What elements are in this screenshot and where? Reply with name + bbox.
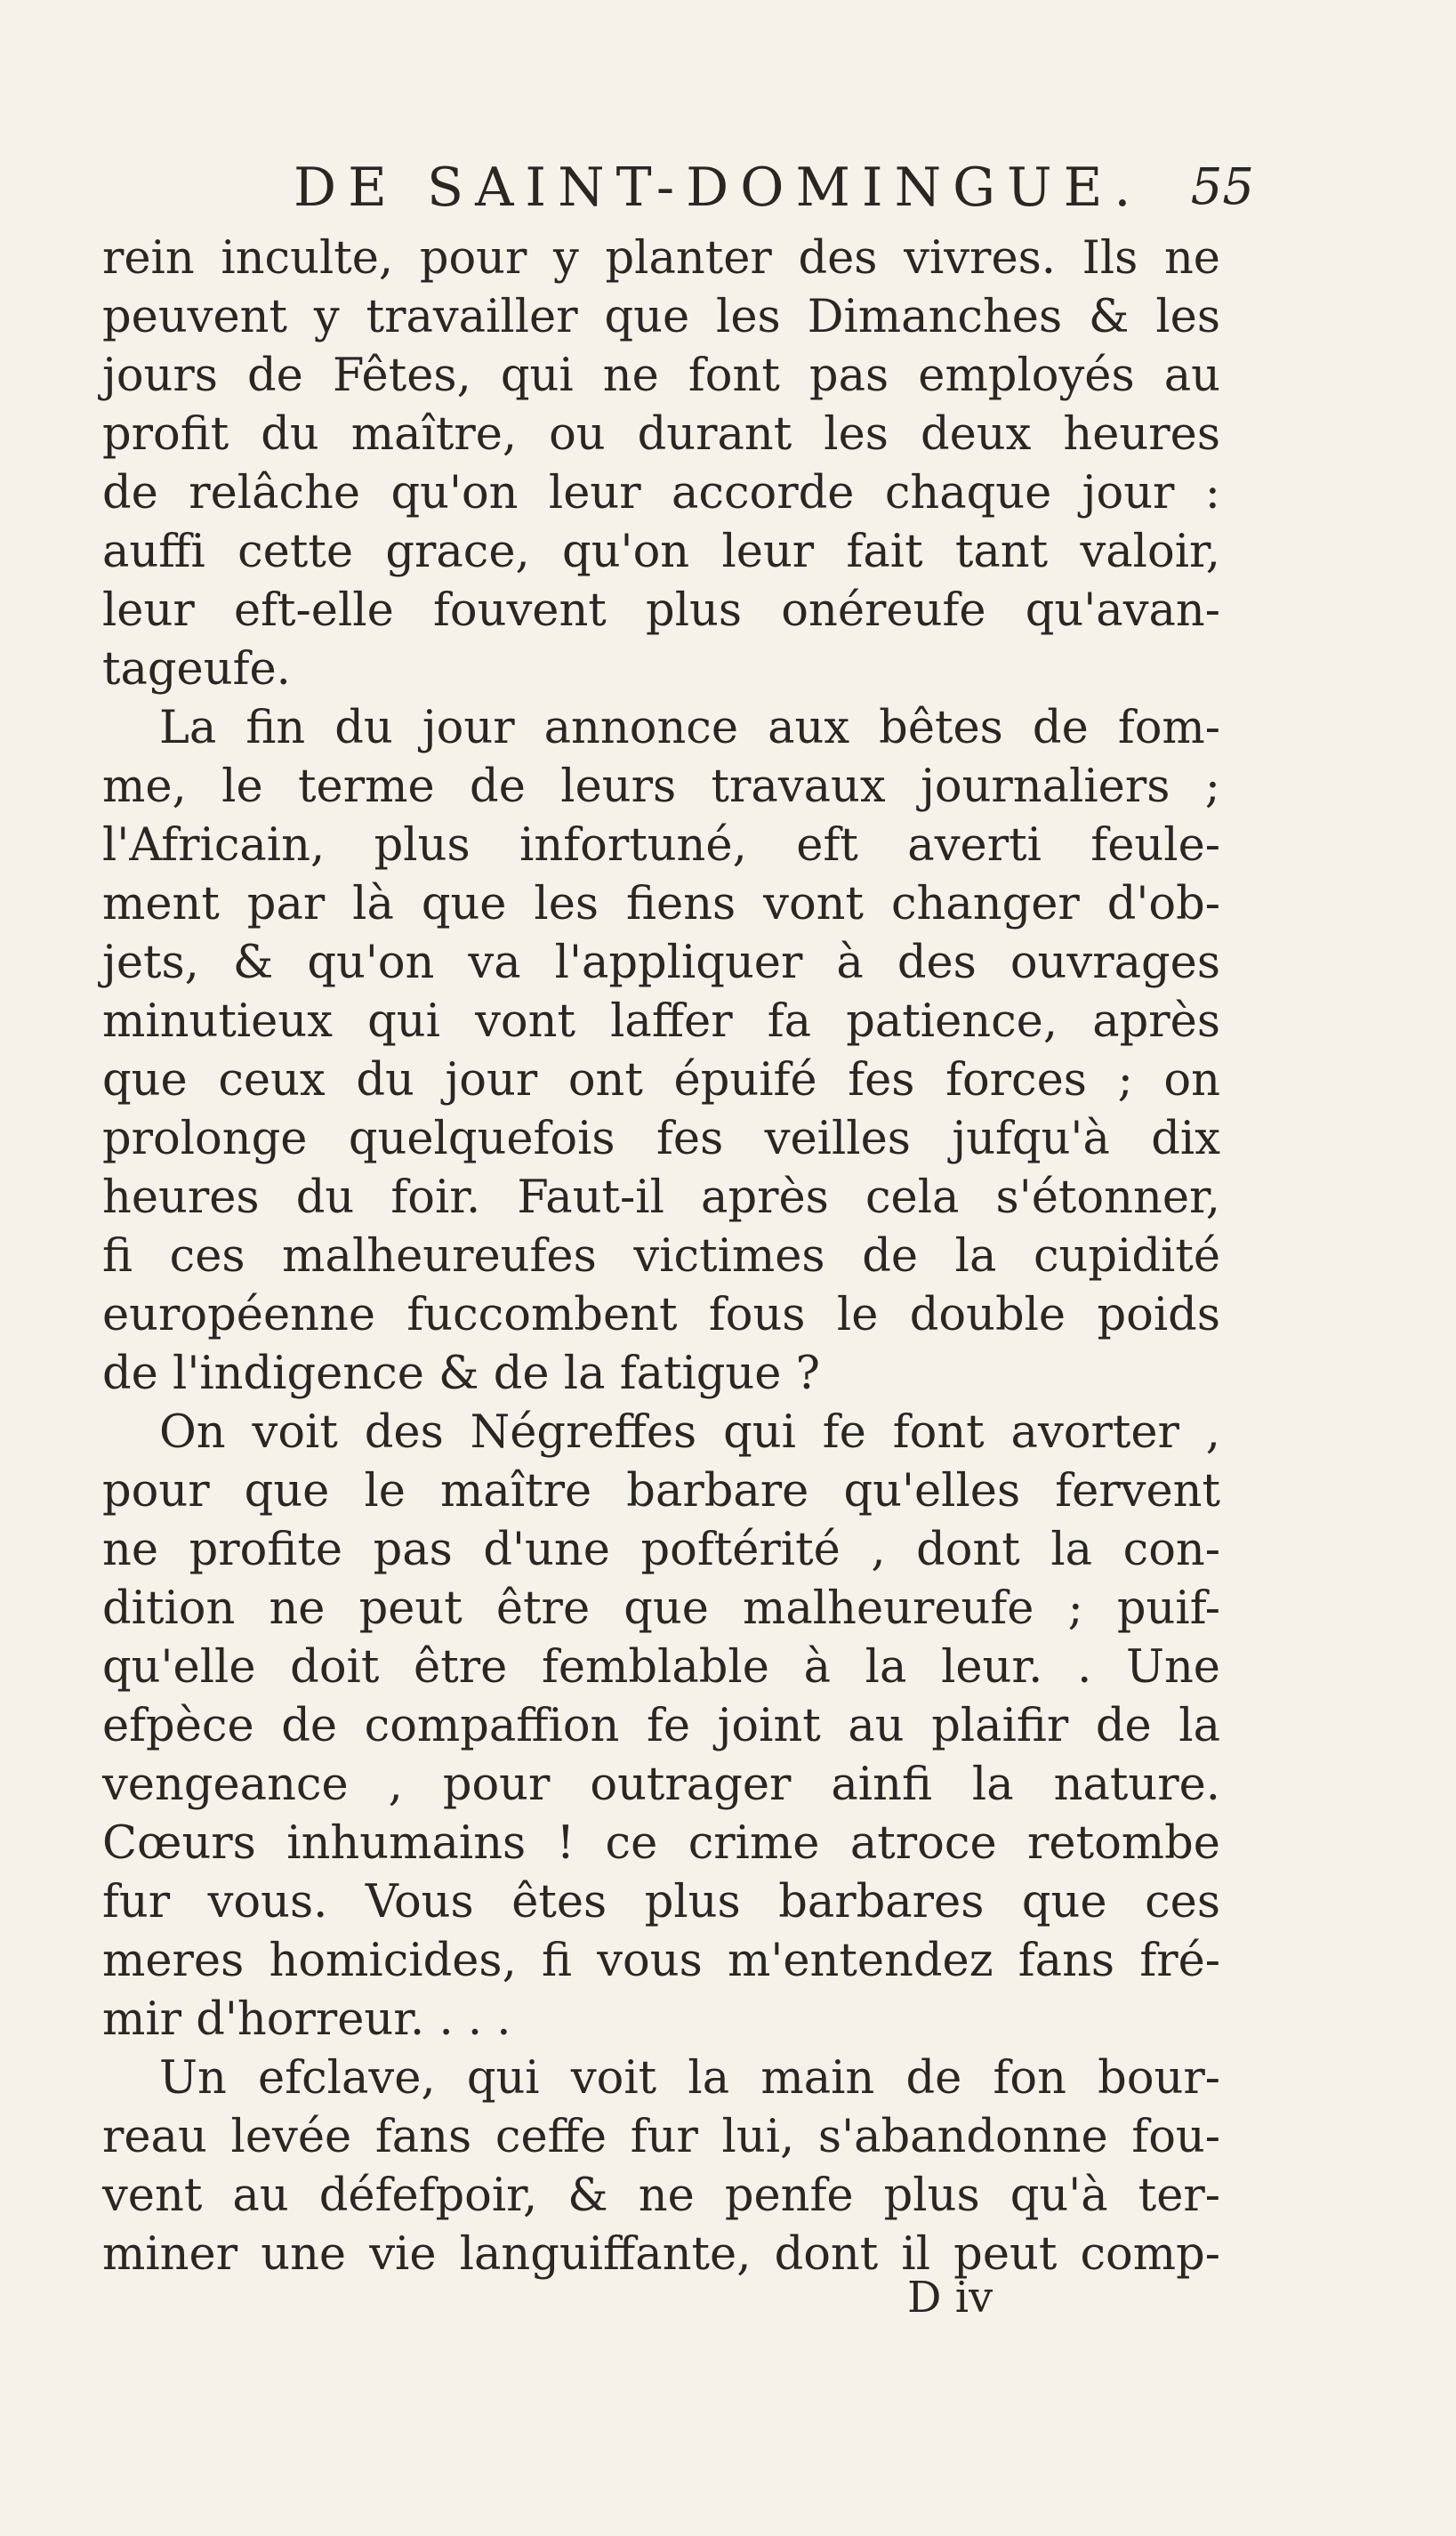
text-line: Un efclave, qui voit la main de fon bour- — [159, 2052, 1220, 2105]
text-line: vent au défefpoir, & ne penfe plus qu'à ter- — [102, 2170, 1220, 2222]
body-text — [102, 229, 1220, 2284]
text-line: tageufe. — [102, 643, 291, 696]
text-line: profit du maître, ou durant les deux heures — [102, 408, 1220, 461]
text-line: fur vous. Vous êtes plus barbares que ces — [102, 1876, 1220, 1928]
running-head — [294, 157, 1254, 228]
text-line: heures du foir. Faut-il après cela s'étonner, — [102, 1171, 1220, 1224]
text-line: qu'elle doit être femblable à la leur. . Une — [102, 1641, 1220, 1694]
text-line: minutieux qui vont laffer fa patience, après — [102, 995, 1220, 1048]
text-line: efpèce de compaffion fe joint au plaifir de la — [102, 1700, 1220, 1752]
text-line: leur eft-elle fouvent plus onéreufe qu'avan- — [102, 584, 1220, 637]
text-line: mir d'horreur. . . . — [102, 1993, 511, 2046]
text-line: miner une vie languiffante, dont il peut comp- — [102, 2228, 1220, 2281]
signature-mark: D iv — [907, 2273, 993, 2323]
text-line: dition ne peut être que malheureufe ; puif- — [102, 1582, 1220, 1635]
text-line: pour que le maître barbare qu'elles fervent — [102, 1465, 1220, 1518]
text-line: me, le terme de leurs travaux journaliers ; — [102, 761, 1220, 813]
text-line: ne profite pas d'une poftérité , dont la con- — [102, 1524, 1220, 1576]
text-line: jours de Fêtes, qui ne font pas employés au — [102, 350, 1220, 402]
text-line: La fin du jour annonce aux bêtes de fom- — [159, 702, 1220, 754]
running-head-title: DE SAINT-DOMINGUE. — [294, 157, 1143, 219]
text-line: reau levée fans ceffe fur lui, s'abandonne fou- — [102, 2111, 1220, 2163]
text-line: peuvent y travailler que les Dimanches & les — [102, 291, 1220, 343]
text-line: l'Africain, plus infortuné, eft averti feule- — [102, 819, 1220, 872]
text-line: auffi cette grace, qu'on leur fait tant valoir, — [102, 526, 1220, 578]
page-number: 55 — [1190, 158, 1254, 216]
text-line: vengeance , pour outrager ainfi la nature. — [102, 1759, 1220, 1811]
text-line: européenne fuccombent fous le double poids — [102, 1289, 1220, 1341]
text-line: ment par là que les fiens vont changer d'ob- — [102, 878, 1220, 930]
text-line: meres homicides, fi vous m'entendez fans fré- — [102, 1935, 1220, 1987]
text-line: Cœurs inhumains ! ce crime atroce retombe — [102, 1817, 1220, 1870]
text-line: On voit des Négreffes qui fe font avorter , — [159, 1406, 1220, 1459]
text-line: de l'indigence & de la fatigue ? — [102, 1348, 821, 1400]
text-line: prolonge quelquefois fes veilles jufqu'à dix — [102, 1113, 1220, 1165]
text-line: que ceux du jour ont épuifé fes forces ; on — [102, 1054, 1220, 1107]
text-line: jets, & qu'on va l'appliquer à des ouvrages — [102, 937, 1220, 989]
text-line: de relâche qu'on leur accorde chaque jour : — [102, 467, 1220, 519]
text-line: rein inculte, pour y planter des vivres. Ils ne — [102, 232, 1220, 285]
text-line: fi ces malheureufes victimes de la cupidité — [102, 1230, 1220, 1283]
